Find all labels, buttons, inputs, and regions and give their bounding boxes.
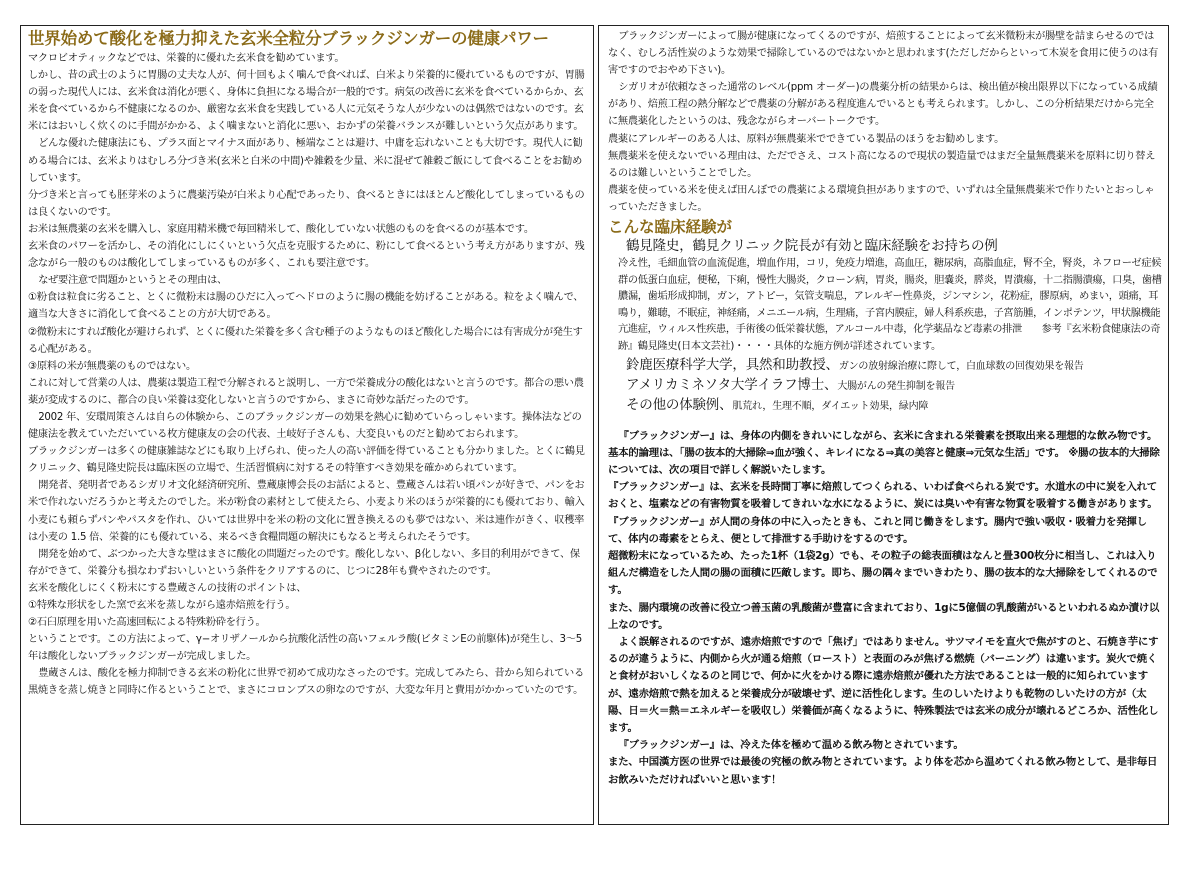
bold-paragraph: 『ブラックジンガー』は、身体の内側をきれいにしながら、玄米に含まれる栄養素を摂取出来る理想的な飲み物です。基本的論理は、「腸の抜本的大掃除⇒血が強く、キレイになる⇒真の美容と健康⇒元気な生活」です。 ※腸の抜本的大掃除については、次の項目で詳しく解説いたします。 <box>608 429 1160 476</box>
bold-paragraph: 『ブラックジンガー』は、玄米を長時間丁寧に焙煎してつくられる、いわば食べられる炭です。水道水の中に炭を入れておくと、塩素などの有害物質を吸着してきれいな水になるように、炭には臭いや有害な物質を吸着する働きがあります。『ブラックジンガー』が人間の身体の中に入ったときも、これと同じ働きをします。腸内で強い吸収・吸着力を発揮して、体内の毒素をとらえ、便として排泄する手助けをするのです。 <box>608 481 1158 545</box>
paragraph: ということです。この方法によって、γ−オリザノールから抗酸化活性の高いフェルラ酸(ビタミンEの前駆体)が発生し、3〜5 年は酸化しないブラックジンガーが完成しました。 <box>28 634 582 663</box>
paragraph: 農薬を使っている米を使えば田んぼでの農薬による環境負担がありますので、いずれは全量無農薬米で作りたいとおっしゃっていただきました。 <box>608 184 1155 213</box>
list-item: ②石臼原理を用いた高速回転による特殊粉砕を行う。 <box>28 617 266 629</box>
paragraph: これに対して営業の人は、農薬は製造工程で分解されると説明し、一方で栄養成分の酸化はないと言うのです。都合の悪い農薬が変成するのに、都合の良い栄養は変化しないと言うのですから、まさに奇妙な話だったのです。 <box>28 377 584 406</box>
article-title: 世界始めて酸化を極力抑えた玄米全粒分ブラックジンガーの健康パワー <box>28 29 549 48</box>
list-item: ①特殊な形状をした窯で玄米を蒸しながら遠赤焙煎を行う。 <box>28 600 296 611</box>
paragraph: どんな優れた健康法にも、プラス面とマイナス面があり、極端なことは避け、中庸を忘れないことも大切です。現代人に勧める場合には、玄米よりはむしろ分づき米(玄米と白米の中間)や雑穀を少量、米に混ぜて雑穀ご飯にして食べることをお勧めしています。 <box>28 138 583 184</box>
paragraph: 分づき米と言っても胚芽米のように農薬汚染が白米より心配であったり、食べるときにはほとんど酸化してしまっているものは良くないのです。 <box>28 189 585 218</box>
paragraph: 玄米を酸化しにくく粉末にする豊蔵さんの技術のポイントは、 <box>28 582 307 594</box>
right-column <box>598 25 1169 825</box>
paragraph: しかし、昔の武士のように胃腸の丈夫な人が、何十回もよく噛んで食べれば、白米より栄養的に優れているものですが、胃腸の弱った現代人には、玄米食は消化が悪く、身体に負担になる場合が一般的です。病気の改善に玄米を食べているからか、玄米を食べているから不健康になるのか、厳密な玄米食を実践している人に元気そうな人が少ないのは偶然ではないのです。玄米にはおいしく炊くのに手間がかかる、よく噛まないと消化に悪い、おかずの栄養バランスが難しいという欠点があります。 <box>28 70 585 133</box>
case-title: 鶴見隆史，鶴見クリニック院長が有効と臨床経験をお持ちの例 <box>626 238 998 255</box>
case-title: その他の体験例、 <box>626 396 733 413</box>
paragraph: 農薬にアレルギーのある人は、原料が無農薬米でできている製品のほうをお勧めします。 <box>608 133 1005 145</box>
bold-paragraph: 超微粉末になっているため、たった1杯（1袋2g）でも、その粒子の総表面積はなんと畳300枚分に相当し、これは入り組んだ構造をした人間の腸の面積に匹敵します。即ち、腸の隅々までいきわたり、腸の抜本的な大掃除をしてくれるのです。 <box>608 550 1158 597</box>
case-title: アメリカミネソタ大学イラフ博士、 <box>626 376 838 393</box>
case-title: 鈴鹿医療科学大学，具然和助教授、 <box>626 356 839 373</box>
section-heading: こんな臨床経験が <box>608 218 733 237</box>
paragraph: 開発者、発明者であるシガリオ文化経済研究所、豊蔵康博会長のお話によると、豊蔵さんは若い頃パンが好きで、パンをお米で作れないだろうかと考えたのでした。米が粉食の素材として使えたら、小麦より米のほうが栄養的にも優れており、輸入小麦にも頼らずパンやパスタを作れ、ひいては世界中を米の粉の文化に置き換えるのも夢ではない、米は連作がきく、収穫率は小麦の 1.5 倍、栄養的にも優れている、来るべき食糧問題の解決にもなると考えられたそうです。 <box>28 480 585 543</box>
list-item: ②微粉末にすれば酸化が避けられず、とくに優れた栄養を多く含む種子のようなものほど酸化した場合には有害成分が発生する心配がある。 <box>28 326 583 355</box>
bold-paragraph: また、中国漢方医の世界では最後の究極の飲み物とされています。より体を芯から温めてくれる飲み物として、是非毎日お飲みいただければいいと思います！ <box>608 756 1158 786</box>
paragraph: 玄米食のパワーを活かし、その消化にしにくいという欠点を克服するために、粉にして食べるという考え方がありますが、残念ながら一般のものは酸化してしまっているものが多く、これも要注意です。 <box>28 241 585 270</box>
case-note: 大腸がんの発生抑制を報告 <box>837 380 955 392</box>
paragraph: 2002 年、安環周策さんは自らの体験から、このブラックジンガーの効果を熱心に勧めていらっしゃいます。操体法などの健康法を教えていただいている枚方健康友の会の代表、土岐好子さんも、大変良いものだと勧めておられます。 <box>28 411 582 441</box>
paragraph: 無農薬米を使えないでいる理由は、ただでさえ、コスト高になるので現状の製造量ではまだ全量無農薬米を原料に切り替えるのは難しいということでした。 <box>608 150 1156 179</box>
bold-paragraph: よく誤解されるのですが、遠赤焙煎ですので「焦げ」ではありません。サツマイモを直火で焦がすのと、石焼き芋にするのが違うように、内側から火が通る焙煎（ロースト）と表面のみが焦げる燃焼（バーニング）は違います。炭火で焼くと食材がおいしくなるのと同じで、何かに火をかける際に遠赤焙煎が優れた方法であることは一般的に知られていますが、遠赤焙煎で熱を加えると栄養成分が破壊せず、逆に活性化します。生のしいたけよりも乾物のしいたけの方が（太陽、日＝火＝熱＝エネルギーを吸収し）栄養価が高くなるように、特殊製法では玄米の成分が壊れるどころか、活性化します。 <box>608 636 1159 735</box>
paragraph: マクロビオティックなどでは、栄養的に優れた玄米食を勧めています。 <box>28 53 345 64</box>
paragraph: 豊蔵さんは、酸化を極力抑制できる玄米の粉化に世界で初めて成功なさったのです。完成してみたら、昔から知られている黒焼きを蒸し焼きと同時に作るということで、まさにコロンブスの卵なのですが、大変な年月と費用がかかっていたのです。 <box>28 668 584 697</box>
paragraph: 開発を始めて、ぶつかった大きな壁はまさに酸化の問題だったのです。酸化しない、β化しない、多目的利用ができて、保存ができて、栄養分も損なわずおいしいという条件をクリアするのに、じつに28年も費やされたのです。 <box>28 548 580 577</box>
paragraph: ブラックジンガーによって腸が健康になってくるのですが、焙煎することによって玄米微粉末が腸壁を詰まらせるのではなく、むしろ活性炭のような効果で掃除しているのではないかと思われます(ただしだからといって木炭を食用に使うのは有害ですのでおやめ下さい)。 <box>608 31 1159 77</box>
paragraph: お米は無農薬の玄米を購入し、家庭用精米機で毎回精米して、酸化していない状態のものを食べるのが基本です。 <box>28 223 534 235</box>
paragraph: シガリオが依頼なさった通常のレベル(ppm オーダー)の農薬分析の結果からは、検出値が検出限界以下になっている成績があり、焙煎工程の熱分解などで農薬の分解がある程度進んでいるとも考えられます。しかし、この分析結果だけから完全に無農薬化したというのは、残念ながらオーバートークです。 <box>608 82 1158 128</box>
left-column <box>20 25 594 825</box>
case-entry <box>626 376 1162 396</box>
paragraph: なぜ要注意で問題かというとその理由は、 <box>38 275 227 287</box>
case-entry <box>626 356 1162 376</box>
bold-paragraph: 『ブラックジンガー』は、冷えた体を極めて温める飲み物とされています。 <box>618 739 964 752</box>
case-entry <box>626 396 1162 416</box>
spacer <box>608 416 1162 428</box>
case-note: ガンの放射線治療に際して，白血球数の回復効果を報告 <box>838 360 1084 372</box>
bold-paragraph: また、腸内環境の改善に役立つ善玉菌の乳酸菌が豊富に含まれており、1gに5億個の乳酸菌がいるといわれるぬか漬け以上なのです。 <box>608 601 1160 631</box>
case-body: 冷え性，毛細血管の血流促進，増血作用，コリ，免疫力増進，高血圧，糖尿病，高脂血症，腎不全，腎炎，ネフローゼ症候群の低蛋白血症，便秘，下痢，慢性大腸炎，クローン病，胃炎，腸炎，胆嚢炎，膵炎，胃潰瘍，十二指腸潰瘍，口臭，歯槽膿漏，歯垢形成抑制，ガン，アトピー，気管支喘息，アレルギー性鼻炎，ジンマシン，花粉症，膠原病，めまい，頭痛，耳鳴り，難聴，不眠症，神経痛，メニエール病，生理痛，子宮内膜症，婦人科系疾患，子宮筋腫，インポテンツ，甲状腺機能亢進症，ウィルス性疾患，手術後の低栄養状態，アルコール中毒，化学薬品など毒素の排泄 参考『玄米粉食健康法の奇跡』鶴見隆史(日本文芸社)・・・・具体的な施方例が詳述されています。 <box>618 258 1162 352</box>
paragraph: ブラックジンガーは多くの健康雑誌などにも取り上げられ、使った人の高い評価を得ていることも分かりました。とくに鶴見クリニック、鶴見隆史院長は臨床医の立場で、生活習慣病に対するその特筆すべき効果を確かめられています。 <box>28 446 585 475</box>
list-item: ③原料の米が無農薬のものではない。 <box>28 360 196 372</box>
list-item: ①粉食は粒食に劣ること、とくに微粉末は腸のひだに入ってヘドロのように腸の機能を妨げることがある。粒をよく噛んで、適当な大きさに消化して食べることの方が大切である。 <box>28 292 584 321</box>
case-note: 肌荒れ，生理不順，ダイエット効果，緑内障 <box>732 400 929 412</box>
